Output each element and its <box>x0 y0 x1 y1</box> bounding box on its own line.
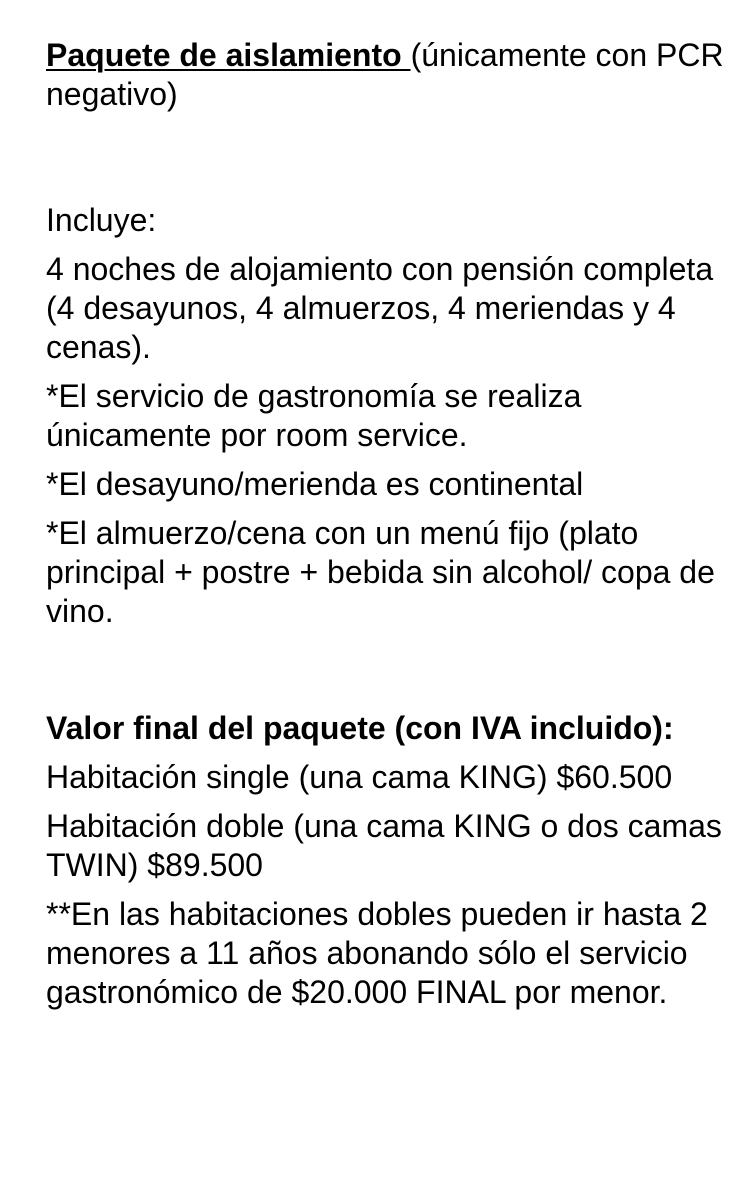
includes-item-breakfast: *El desayuno/merienda es continental <box>46 466 584 502</box>
includes-item-room-service: *El servicio de gastronomía se realiza únicamente por room service. <box>46 378 582 453</box>
price-single-room: Habitación single (una cama KING) $60.500 <box>46 759 673 795</box>
spacer <box>46 631 726 709</box>
includes-label: Incluye: <box>46 202 157 238</box>
document-body <box>46 36 726 1012</box>
price-double-room: Habitación doble (una cama KING o dos camas TWIN) $89.500 <box>46 808 722 883</box>
package-heading <box>46 36 726 114</box>
minors-note: **En las habitaciones dobles pueden ir hasta 2 menores a 11 años abonando sólo el servicio gastronómico de $20.000 FINAL por menor. <box>46 896 708 1010</box>
pricing-title: Valor final del paquete (con IVA incluido): <box>46 710 674 746</box>
spacer <box>46 114 726 201</box>
includes-item-lunch-dinner: *El almuerzo/cena con un menú fijo (plato principal + postre + bebida sin alcohol/ copa de vino. <box>46 515 715 629</box>
includes-item-lodging: 4 noches de alojamiento con pensión completa (4 desayunos, 4 almuerzos, 4 meriendas y 4 cenas). <box>46 251 714 365</box>
package-subtitle: (únicamente con PCR negativo) <box>46 37 724 112</box>
package-title: Paquete de aislamiento <box>46 37 411 73</box>
